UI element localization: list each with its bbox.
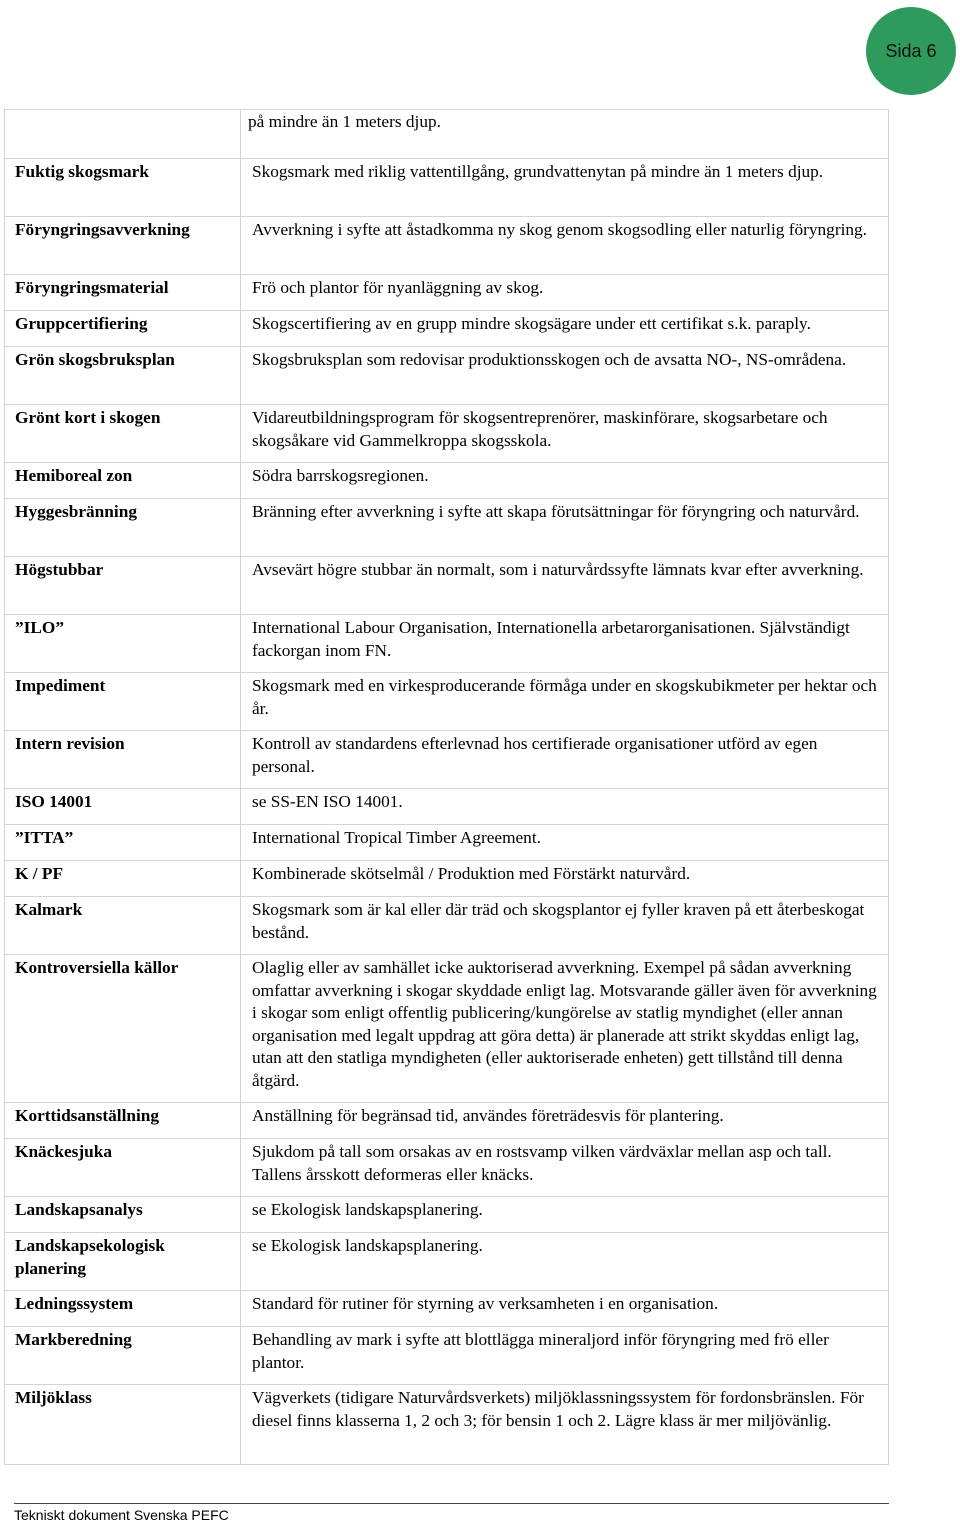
glossary-definition: Södra barrskogsregionen. [241,463,889,499]
table-row [5,1197,889,1233]
table-row [5,110,889,159]
glossary-term: Grönt kort i skogen [5,405,241,463]
table-row [5,1291,889,1327]
table-row [5,159,889,217]
table-row [5,789,889,825]
glossary-term: Föryngringsmaterial [5,275,241,311]
footer-text: Tekniskt dokument Svenska PEFC [14,1507,229,1523]
glossary-definition: Kombinerade skötselmål / Produktion med Förstärkt naturvård. [241,861,889,897]
table-row [5,1385,889,1465]
table-row [5,311,889,347]
glossary-definition: Anställning för begränsad tid, användes företrädesvis för plantering. [241,1103,889,1139]
glossary-definition: Skogsmark som är kal eller där träd och skogsplantor ej fyller kraven på ett återbeskogat bestånd. [241,897,889,955]
glossary-term: ISO 14001 [5,789,241,825]
table-row [5,405,889,463]
glossary-definition: på mindre än 1 meters djup. [241,110,889,159]
glossary-definition: International Labour Organisation, Internationella arbetarorganisationen. Självständigt fackorgan inom FN. [241,615,889,673]
table-row [5,217,889,275]
glossary-term: Föryngringsavverkning [5,217,241,275]
glossary-definition: se Ekologisk landskapsplanering. [241,1233,889,1291]
glossary-term: Knäckesjuka [5,1139,241,1197]
glossary-term: Landskapsanalys [5,1197,241,1233]
table-row [5,1233,889,1291]
glossary-term: Grön skogsbruksplan [5,347,241,405]
footer-divider [14,1503,889,1504]
table-row [5,463,889,499]
glossary-definition: Sjukdom på tall som orsakas av en rostsvamp vilken värdväxlar mellan asp och tall. Tallens årsskott deformeras eller knäcks. [241,1139,889,1197]
glossary-term: Impediment [5,673,241,731]
glossary-definition: Vägverkets (tidigare Naturvårdsverkets) miljöklassningssystem för fordonsbränslen. För diesel finns klasserna 1, 2 och 3; för bensin 1 och 2. Lägre klass är mer miljövänlig. [241,1385,889,1465]
glossary-term: Fuktig skogsmark [5,159,241,217]
glossary-table [4,109,889,1465]
table-row [5,557,889,615]
glossary-definition: Kontroll av standardens efterlevnad hos certifierade organisationer utförd av egen personal. [241,731,889,789]
glossary-term: Ledningssystem [5,1291,241,1327]
table-row [5,897,889,955]
glossary-definition: Skogscertifiering av en grupp mindre skogsägare under ett certifikat s.k. paraply. [241,311,889,347]
glossary-definition: Standard för rutiner för styrning av verksamheten i en organisation. [241,1291,889,1327]
table-row [5,731,889,789]
glossary-term: K / PF [5,861,241,897]
glossary-definition: Skogsmark med en virkesproducerande förmåga under en skogskubikmeter per hektar och år. [241,673,889,731]
glossary-definition: se SS-EN ISO 14001. [241,789,889,825]
glossary-definition: Behandling av mark i syfte att blottlägga mineraljord inför föryngring med frö eller plantor. [241,1327,889,1385]
glossary-definition: Bränning efter avverkning i syfte att skapa förutsättningar för föryngring och naturvård. [241,499,889,557]
glossary-term: Korttidsanställning [5,1103,241,1139]
glossary-term: ”ITTA” [5,825,241,861]
glossary-definition: Skogsbruksplan som redovisar produktionsskogen och de avsatta NO-, NS-områdena. [241,347,889,405]
glossary-term: Hemiboreal zon [5,463,241,499]
glossary-definition: Avsevärt högre stubbar än normalt, som i naturvårdssyfte lämnats kvar efter avverkning. [241,557,889,615]
glossary-definition: se Ekologisk landskapsplanering. [241,1197,889,1233]
table-row [5,1327,889,1385]
glossary-definition: Avverkning i syfte att åstadkomma ny skog genom skogsodling eller naturlig föryngring. [241,217,889,275]
glossary-term: Kontroversiella källor [5,955,241,1103]
glossary-definition: Olaglig eller av samhället icke auktoriserad avverkning. Exempel på sådan avverkning omfattar avverkning i skogar skyddade enligt lag. Motsvarande gäller även för avverkning i skogar som enligt offentlig publicering/kungörelse av statlig myndighet (eller annan organisation med legalt uppdrag att göra detta) är planerade att strikt skyddas enligt lag, utan att den statliga myndigheten (eller auktoriserade enheten) gett tillstånd till denna åtgärd. [241,955,889,1103]
glossary-definition: Skogsmark med riklig vattentillgång, grundvattenytan på mindre än 1 meters djup. [241,159,889,217]
glossary-definition: Vidareutbildningsprogram för skogsentreprenörer, maskinförare, skogsarbetare och skogsåkare vid Gammelkroppa skogsskola. [241,405,889,463]
glossary-definition: Frö och plantor för nyanläggning av skog. [241,275,889,311]
table-row [5,347,889,405]
table-row [5,673,889,731]
table-row [5,615,889,673]
glossary-term: Hyggesbränning [5,499,241,557]
glossary-term: Miljöklass [5,1385,241,1465]
glossary-term: ”ILO” [5,615,241,673]
table-row [5,275,889,311]
glossary-definition: International Tropical Timber Agreement. [241,825,889,861]
table-row [5,1103,889,1139]
glossary-term: Kalmark [5,897,241,955]
table-row [5,825,889,861]
table-row [5,955,889,1103]
table-row [5,499,889,557]
glossary-term: Gruppcertifiering [5,311,241,347]
glossary-term: Intern revision [5,731,241,789]
table-row [5,861,889,897]
glossary-term: Landskapsekologisk planering [5,1233,241,1291]
glossary-term: Markberedning [5,1327,241,1385]
glossary-term [5,110,241,159]
table-row [5,1139,889,1197]
page-number-badge: Sida 6 [866,7,956,95]
glossary-term: Högstubbar [5,557,241,615]
